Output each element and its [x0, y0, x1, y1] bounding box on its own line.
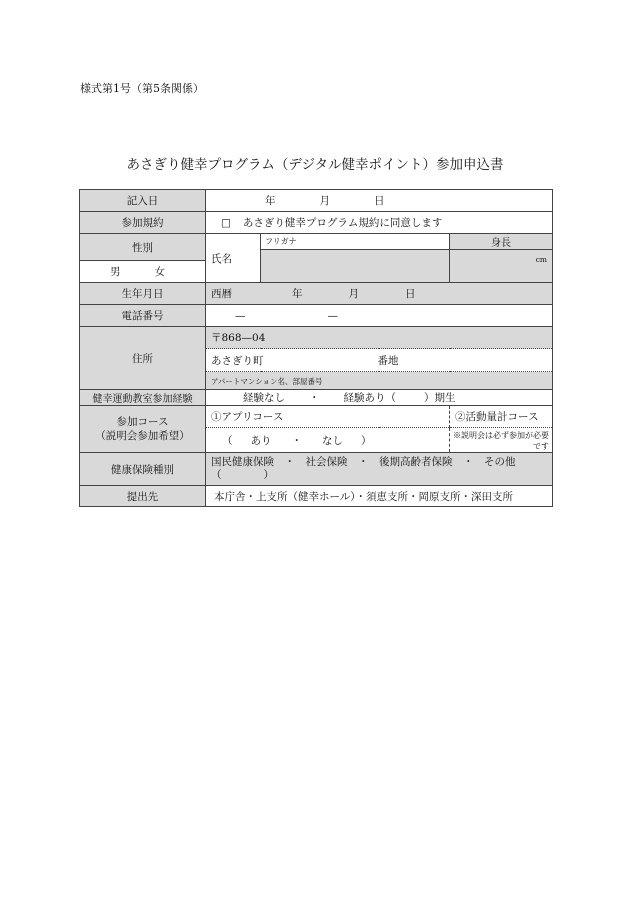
address-town: あさぎり町 — [211, 354, 264, 367]
course-session-note: ※説明会は必ず参加が必要です — [450, 428, 553, 453]
course-label-line2: （説明会参加希望） — [95, 430, 190, 442]
row-agreement — [80, 212, 553, 234]
agreement-field — [206, 212, 553, 234]
address-town-field[interactable] — [206, 349, 553, 372]
form-number: 様式第1号（第5条関係） — [80, 82, 204, 95]
row-course — [80, 406, 553, 428]
height-label: 身長 — [450, 234, 553, 250]
apartment-field[interactable] — [206, 372, 553, 390]
course-session-close: ） — [361, 434, 372, 447]
birthdate-month: 月 — [348, 288, 359, 300]
form-title: あさぎり健幸プログラム（デジタル健幸ポイント）参加申込書 — [126, 157, 504, 173]
entry-date-day: 日 — [374, 195, 385, 207]
row-insurance — [80, 453, 553, 486]
submit-label: 提出先 — [80, 486, 206, 507]
phone-dash-1: — — [235, 309, 246, 322]
application-form-table — [79, 189, 553, 507]
name-input[interactable] — [261, 250, 450, 283]
height-input[interactable] — [450, 250, 553, 283]
gender-male[interactable]: 男 — [110, 266, 121, 278]
row-birthdate — [80, 283, 553, 305]
entry-date-month: 月 — [319, 195, 330, 207]
course-session-nashi[interactable]: なし — [322, 434, 343, 447]
name-label: 氏名 — [206, 234, 261, 283]
course-label — [80, 406, 206, 453]
phone-dash-2: — — [327, 309, 338, 322]
gender-options — [80, 261, 206, 283]
row-submit — [80, 486, 553, 507]
postal-code: 〒868—04 — [211, 332, 266, 344]
course-app[interactable]: ①アプリコース — [206, 406, 450, 428]
birthdate-day: 日 — [405, 288, 416, 300]
entry-date-field[interactable] — [206, 190, 553, 212]
postal-code-field[interactable] — [206, 327, 553, 349]
experience-has[interactable]: 経験あり（ — [343, 392, 396, 404]
row-phone — [80, 305, 553, 327]
course-label-line1: 参加コース — [116, 416, 169, 428]
course-session-open: （ — [222, 434, 233, 447]
insurance-other[interactable]: （ ） — [211, 469, 274, 481]
insurance-label: 健康保険種別 — [80, 453, 206, 486]
phone-field[interactable] — [206, 305, 553, 327]
course-session-choice — [206, 428, 450, 453]
phone-label: 電話番号 — [80, 305, 206, 327]
row-address-postal — [80, 327, 553, 349]
experience-field — [206, 390, 553, 406]
experience-label: 健幸運動教室参加経験 — [80, 390, 206, 406]
apartment-hint: アパートマンション名、部屋番号 — [211, 376, 323, 386]
height-unit: cm — [535, 255, 547, 264]
course-meter[interactable]: ②活動量計コース — [450, 406, 553, 428]
agreement-text: あさぎり健幸プログラム規約に同意します — [242, 217, 443, 229]
birthdate-field[interactable] — [206, 283, 553, 305]
gender-female[interactable]: 女 — [154, 266, 165, 278]
birthdate-era: 西暦 — [211, 288, 232, 300]
submit-destinations[interactable]: 本庁舎・上支所（健幸ホール）・須恵支所・岡原支所・深田支所 — [206, 486, 553, 507]
gender-label: 性別 — [80, 234, 206, 261]
row-entry-date — [80, 190, 553, 212]
row-experience — [80, 390, 553, 406]
furigana-label: フリガナ — [265, 237, 297, 246]
experience-term: ）期生 — [424, 392, 456, 404]
entry-date-label: 記入日 — [80, 190, 206, 212]
agreement-checkbox[interactable]: □ — [221, 217, 231, 229]
birthdate-year: 年 — [292, 288, 303, 300]
birthdate-label: 生年月日 — [80, 283, 206, 305]
course-session-ari[interactable]: あり — [250, 434, 272, 447]
experience-none[interactable]: 経験なし — [243, 392, 285, 404]
insurance-field — [206, 453, 553, 486]
address-label: 住所 — [80, 327, 206, 390]
entry-date-year: 年 — [265, 195, 276, 207]
furigana-field[interactable] — [261, 234, 450, 250]
address-banchi: 番地 — [377, 354, 399, 367]
agreement-label: 参加規約 — [80, 212, 206, 234]
experience-dot: ・ — [309, 392, 320, 404]
course-session-dot: ・ — [291, 434, 302, 447]
row-gender-name — [80, 234, 553, 250]
insurance-options[interactable]: 国民健康保険 ・ 社会保険 ・ 後期高齢者保険 ・ その他 — [211, 456, 516, 468]
